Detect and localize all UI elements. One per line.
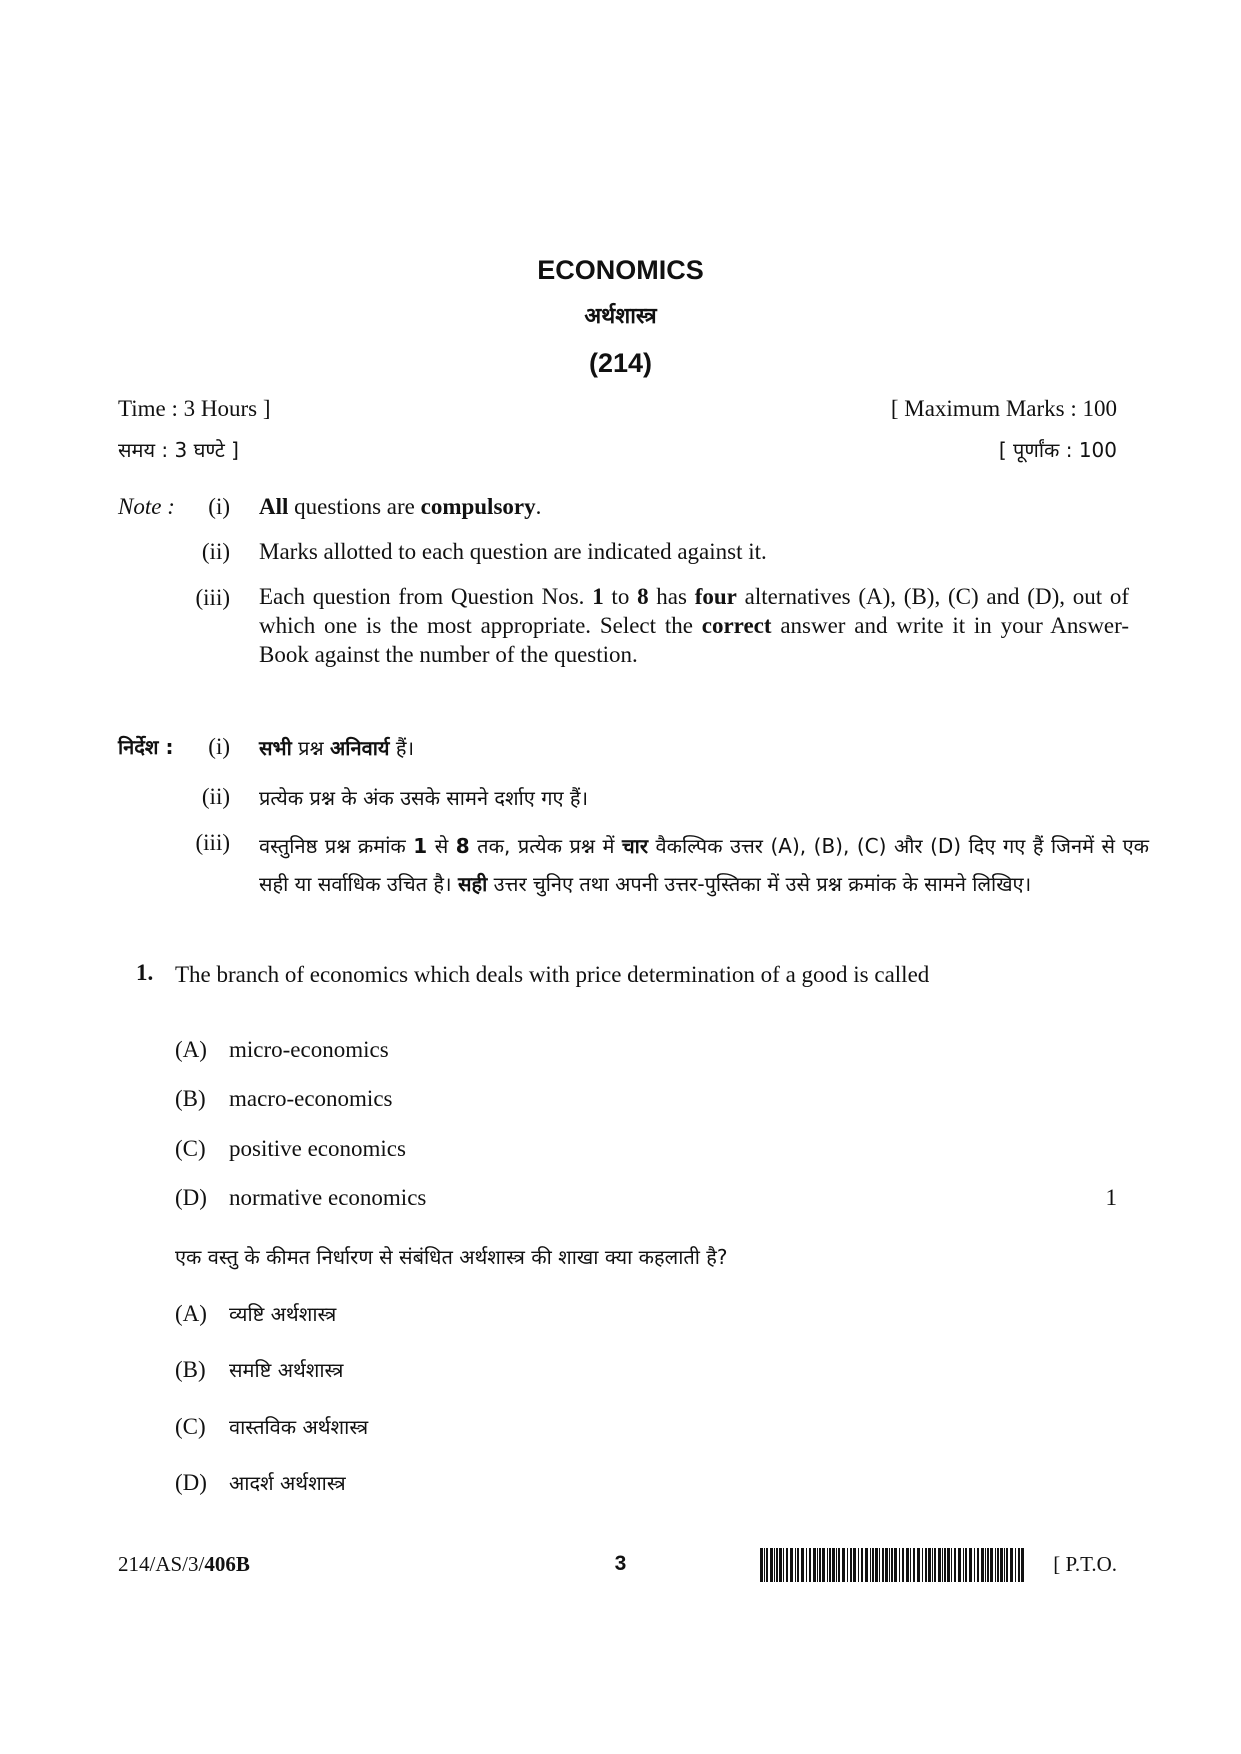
- question-marks: 1: [1105, 1185, 1117, 1210]
- note-hi-num-2: (ii): [201, 784, 230, 809]
- option-en-label-d: (D): [175, 1185, 207, 1210]
- paper-code-suffix: 406B: [204, 1552, 250, 1576]
- note-en-num-1: (i): [208, 494, 230, 519]
- option-en-label-b: (B): [175, 1086, 206, 1111]
- max-marks-hindi: [ पूर्णांक : 100: [998, 438, 1117, 462]
- page-number: 3: [614, 1552, 627, 1575]
- question-text-english: The branch of economics which deals with price determination of a good is called: [175, 962, 930, 987]
- note-en-text-1: All questions are compulsory.: [259, 494, 542, 519]
- note-en-num-2: (ii): [201, 539, 230, 564]
- paper-code-prefix: 214/AS/3/: [118, 1552, 205, 1576]
- option-hi-label-a: (A): [175, 1301, 207, 1326]
- subject-title-english: ECONOMICS: [537, 255, 704, 285]
- note-en-num-3: (iii): [195, 585, 230, 610]
- note-label-hindi: निर्देश :: [118, 735, 174, 759]
- option-hi-text-c: वास्तविक अर्थशास्त्र: [229, 1415, 369, 1439]
- pto-label: [ P.T.O.: [1053, 1552, 1117, 1576]
- option-en-text-a: micro-economics: [229, 1037, 389, 1062]
- option-hi-text-a: व्यष्टि अर्थशास्त्र: [229, 1302, 337, 1326]
- option-en-text-c: positive economics: [229, 1136, 406, 1161]
- time-hindi: समय : 3 घण्टे ]: [118, 438, 239, 462]
- note-hi-text-2: प्रत्येक प्रश्न के अंक उसके सामने दर्शाए गए हैं।: [259, 786, 589, 810]
- option-en-text-d: normative economics: [229, 1185, 427, 1210]
- note-hi-num-1: (i): [208, 734, 230, 759]
- max-marks-english: [ Maximum Marks : 100: [890, 396, 1117, 421]
- time-english: Time : 3 Hours ]: [118, 396, 271, 421]
- question-number: 1.: [136, 960, 154, 985]
- option-hi-label-d: (D): [175, 1470, 207, 1495]
- note-hi-num-3: (iii): [195, 830, 230, 855]
- option-en-label-c: (C): [175, 1136, 206, 1161]
- note-en-text-2: Marks allotted to each question are indicated against it.: [259, 539, 767, 564]
- option-hi-text-d: आदर्श अर्थशास्त्र: [229, 1471, 346, 1495]
- subject-title-hindi: अर्थशास्त्र: [584, 304, 657, 329]
- note-en-text-3: Each question from Question Nos. 1 to 8 has four alternatives (A), (B), (C) and (D), out of which one is the most appropriate. Select the correct answer and write it in your Answer-Book against the number of the question.: [259, 584, 1130, 667]
- note-hi-text-3: वस्तुनिष्ठ प्रश्न क्रमांक 1 से 8 तक, प्रत्येक प्रश्न में चार वैकल्पिक उत्तर (A), (B), (C) और (D) दिए गए हैं जिनमें से एक सही या सर्वाधिक उचित है। सही उत्तर चुनिए तथा अपनी उत्तर-पुस्तिका में उसे प्रश्न क्रमांक के सामने लिखिए।: [259, 834, 1149, 896]
- note-label-english: Note :: [118, 494, 175, 519]
- option-hi-label-b: (B): [175, 1357, 206, 1382]
- option-hi-text-b: समष्टि अर्थशास्त्र: [229, 1358, 344, 1382]
- option-en-label-a: (A): [175, 1037, 207, 1062]
- note-hi-text-1: सभी प्रश्न अनिवार्य हैं।: [259, 736, 415, 760]
- option-hi-label-c: (C): [175, 1414, 206, 1439]
- question-text-hindi: एक वस्तु के कीमत निर्धारण से संबंधित अर्थशास्त्र की शाखा क्या कहलाती है?: [175, 1245, 728, 1269]
- option-en-text-b: macro-economics: [229, 1086, 393, 1111]
- subject-code: (214): [588, 348, 653, 378]
